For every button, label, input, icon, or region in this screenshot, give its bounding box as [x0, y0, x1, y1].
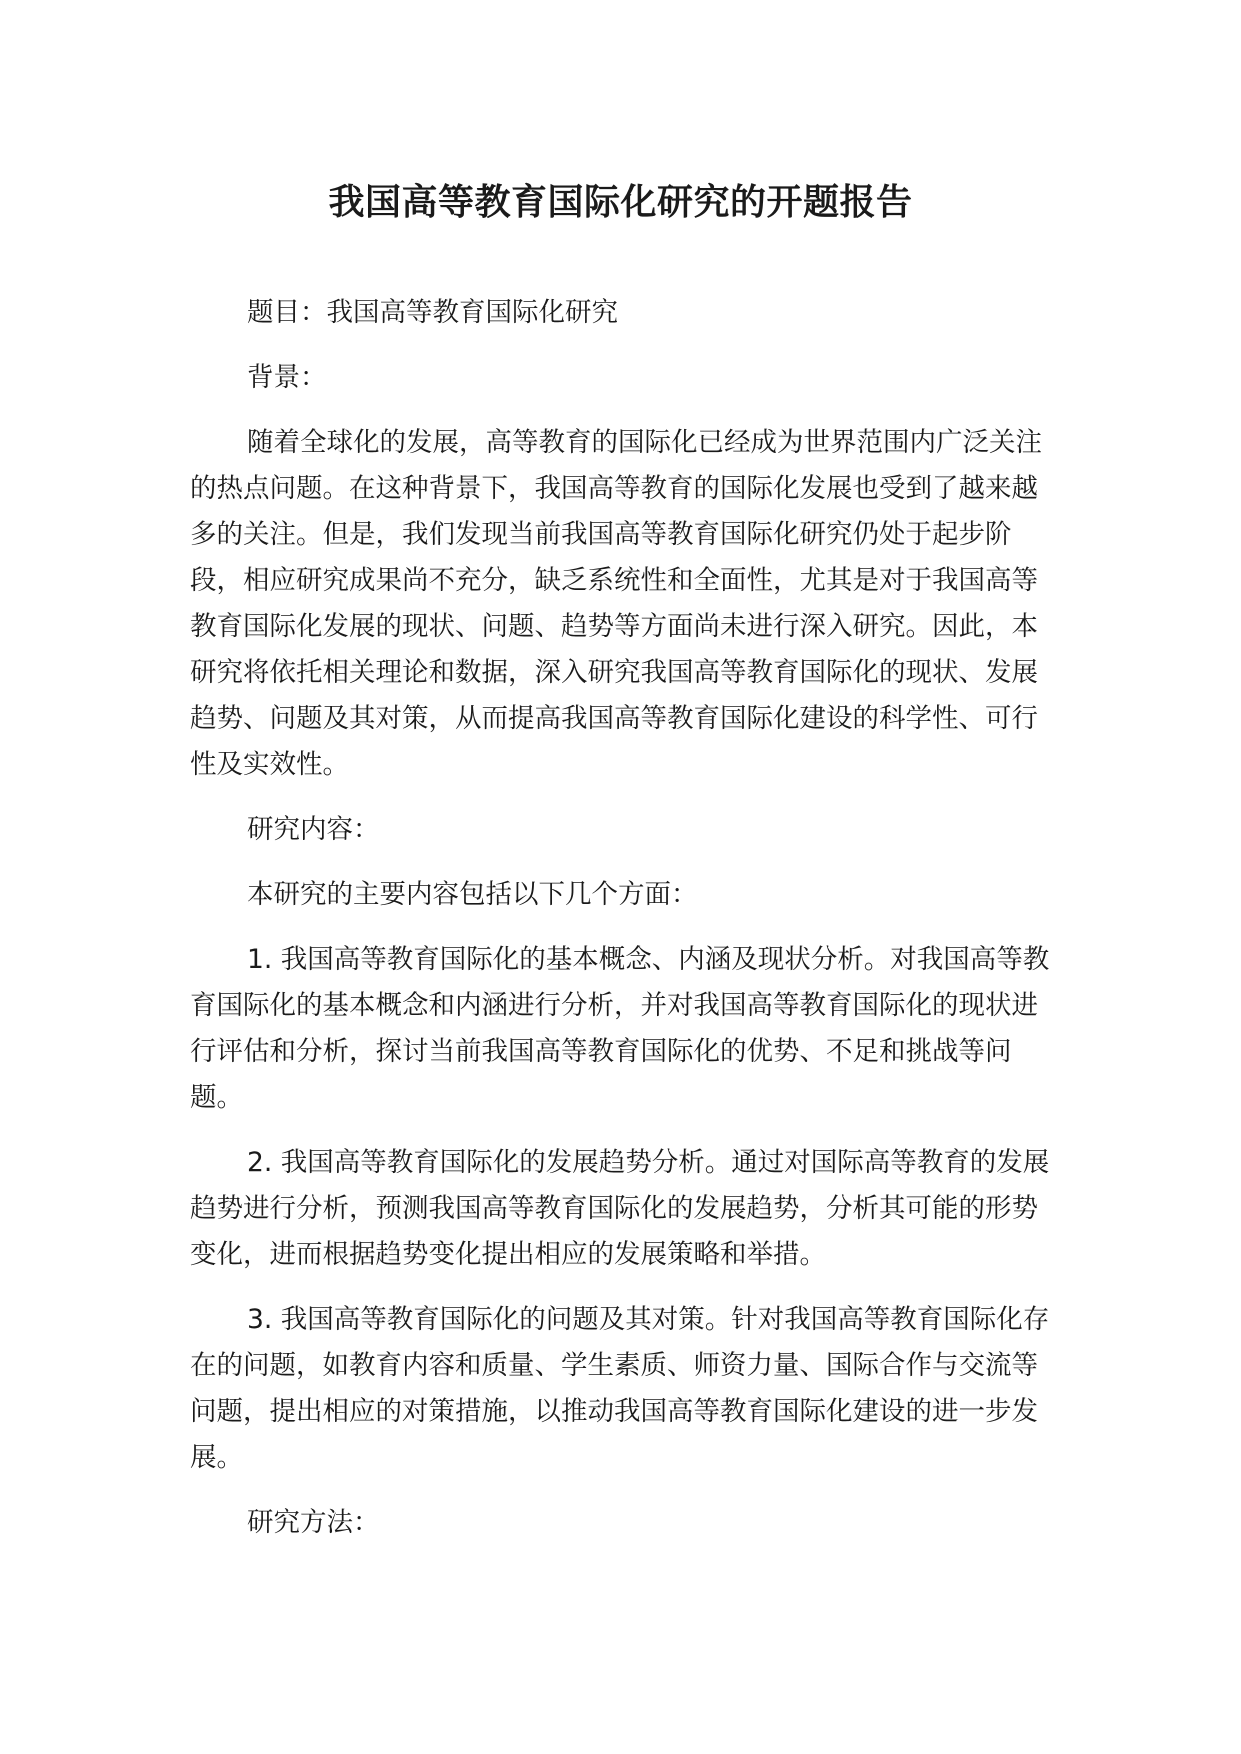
document-body — [190, 290, 1050, 1565]
content-item-2: 2. 我国高等教育国际化的发展趋势分析。通过对国际高等教育的发展趋势进行分析，预测我国高等教育国际化的发展趋势，分析其可能的形势变化，进而根据趋势变化提出相应的发展策略和举措。 — [190, 1147, 1050, 1270]
content-item-3: 3. 我国高等教育国际化的问题及其对策。针对我国高等教育国际化存在的问题，如教育内容和质量、学生素质、师资力量、国际合作与交流等问题，提出相应的对策措施，以推动我国高等教育国际化建设的进一步发展。 — [190, 1304, 1050, 1473]
research-method-heading: 研究方法： — [247, 1507, 380, 1538]
research-content-heading: 研究内容： — [247, 814, 380, 845]
topic-line: 题目：我国高等教育国际化研究 — [247, 297, 618, 328]
background-paragraph: 随着全球化的发展，高等教育的国际化已经成为世界范围内广泛关注的热点问题。在这种背景下，我国高等教育的国际化发展也受到了越来越多的关注。但是，我们发现当前我国高等教育国际化研究仍处于起步阶段，相应研究成果尚不充分，缺乏系统性和全面性，尤其是对于我国高等教育国际化发展的现状、问题、趋势等方面尚未进行深入研究。因此，本研究将依托相关理论和数据，深入研究我国高等教育国际化的现状、发展趋势、问题及其对策，从而提高我国高等教育国际化建设的科学性、可行性及实效性。 — [190, 427, 1042, 780]
research-content-intro: 本研究的主要内容包括以下几个方面： — [247, 879, 698, 910]
background-heading: 背景： — [247, 362, 327, 393]
content-item-1: 1. 我国高等教育国际化的基本概念、内涵及现状分析。对我国高等教育国际化的基本概念和内涵进行分析，并对我国高等教育国际化的现状进行评估和分析，探讨当前我国高等教育国际化的优势、不足和挑战等问题。 — [190, 944, 1050, 1113]
document-title: 我国高等教育国际化研究的开题报告 — [328, 182, 913, 223]
